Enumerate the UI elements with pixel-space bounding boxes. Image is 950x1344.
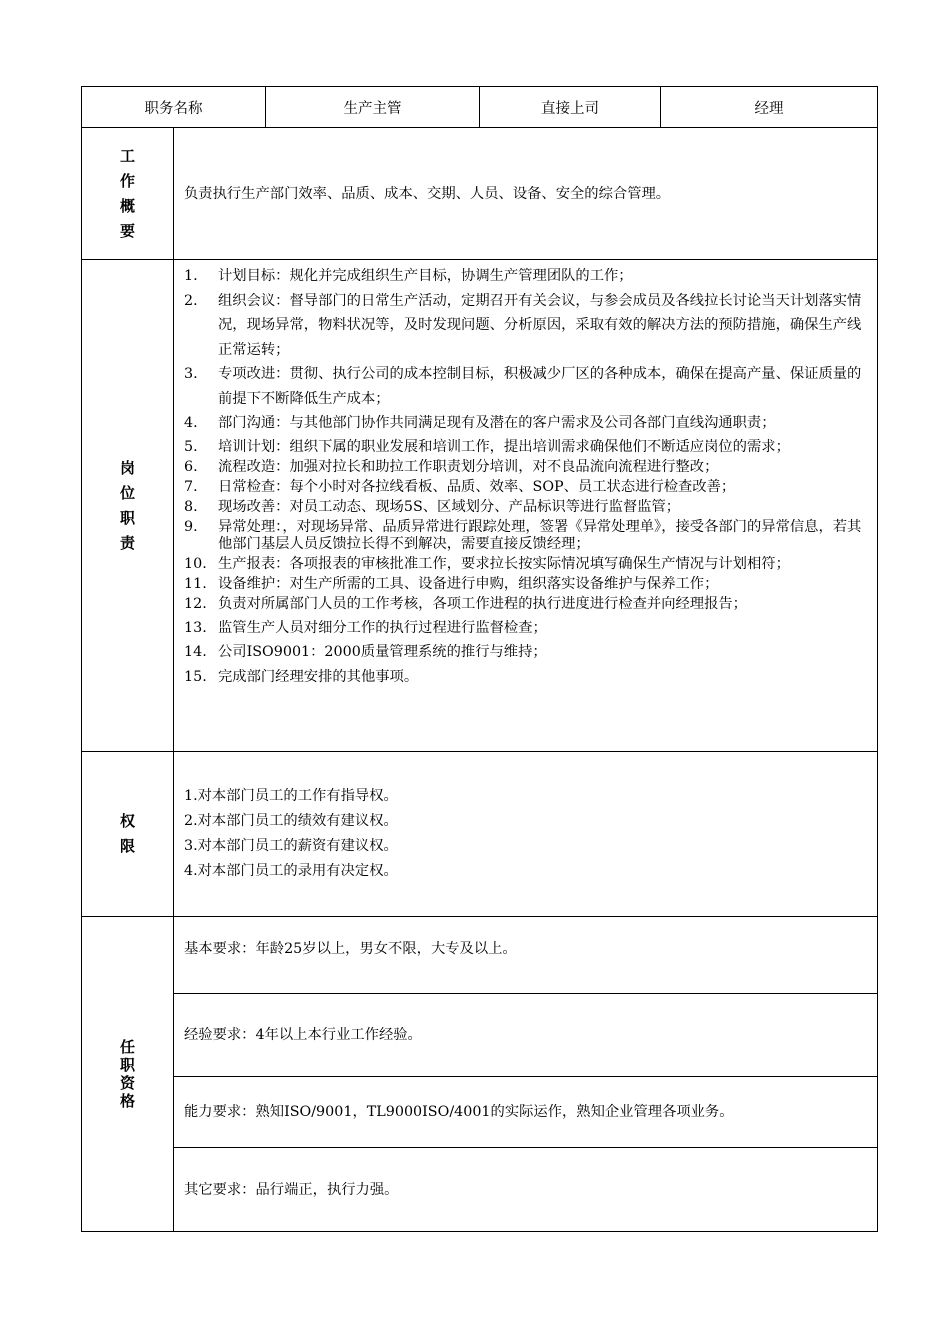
job-description-document (81, 86, 877, 1211)
supervisor-value: 经理 (661, 87, 878, 128)
summary-label: 工 作 概 要 (82, 128, 174, 260)
duties-label: 岗 位 职 责 (82, 260, 174, 752)
summary-row (82, 128, 878, 260)
qualification-ability: 能力要求：熟知ISO/9001，TL9000ISO/4001的实际运作，熟知企业管理各项业务。 (174, 1077, 878, 1148)
duty-item: 3. 专项改进：贯彻、执行公司的成本控制目标，积极减少厂区的各种成本，确保在提高产量、保证质量的前提下不断降低生产成本； (184, 366, 862, 407)
authority-item: 1.对本部门员工的工作有指导权。 (184, 788, 398, 804)
duty-item: 13. 监管生产人员对细分工作的执行过程进行监督检查； (184, 619, 547, 636)
duty-item: 8. 现场改善：对员工动态、现场5S、区域划分、产品标识等进行监督监管； (184, 498, 681, 515)
authority-content (174, 752, 878, 917)
duty-item: 14. 公司ISO9001：2000质量管理系统的推行与维持； (184, 644, 547, 660)
duty-item: 2. 组织会议：督导部门的日常生产活动，定期召开有关会议，与参会成员及各线拉长讨论当天计划落实情况，现场异常，物料状况等，及时发现问题、分析原因，采取有效的解决方法的预防措施，确保生产线正常运转； (184, 292, 862, 358)
duties-row (82, 260, 878, 752)
authority-item: 4.对本部门员工的录用有决定权。 (184, 863, 398, 879)
duty-item: 5. 培训计划：组织下属的职业发展和培训工作，提出培训需求确保他们不断适应岗位的需求； (184, 438, 790, 455)
duty-item: 1. 计划目标：规化并完成组织生产目标，协调生产管理团队的工作； (184, 268, 633, 284)
duty-item: 4. 部门沟通：与其他部门协作共同满足现有及潜在的客户需求及公司各部门直线沟通职责； (184, 415, 776, 431)
authority-item: 3.对本部门员工的薪资有建议权。 (184, 838, 398, 854)
duty-item: 15. 完成部门经理安排的其他事项。 (184, 668, 419, 685)
header-row (82, 87, 878, 128)
duties-list (184, 260, 863, 691)
qualification-experience-row (82, 994, 878, 1077)
summary-text: 负责执行生产部门效率、品质、成本、交期、人员、设备、安全的综合管理。 (174, 128, 878, 260)
authority-item: 2.对本部门员工的绩效有建议权。 (184, 813, 398, 829)
qualifications-label: 任 职 资 格 (82, 917, 174, 1232)
job-description-table (81, 86, 878, 1232)
job-title-value: 生产主管 (266, 87, 480, 128)
duty-item: 6. 流程改造：加强对拉长和助拉工作职责划分培训，对不良品流向流程进行整改； (184, 458, 719, 475)
supervisor-label: 直接上司 (480, 87, 661, 128)
duty-item: 12. 负责对所属部门人员的工作考核，各项工作进程的执行进度进行检查并向经理报告； (184, 595, 747, 612)
authority-row (82, 752, 878, 917)
qualification-experience: 经验要求：4年以上本行业工作经验。 (174, 994, 878, 1077)
authority-label: 权 限 (82, 752, 174, 917)
qualification-basic-row (82, 917, 878, 994)
duty-item: 11. 设备维护：对生产所需的工具、设备进行申购，组织落实设备维护与保养工作； (184, 575, 719, 592)
duties-content (174, 260, 878, 752)
qualification-ability-row (82, 1077, 878, 1148)
authority-list (184, 784, 863, 884)
duty-item: 10. 生产报表：各项报表的审核批准工作，要求拉长按实际情况填写确保生产情况与计划相符； (184, 555, 790, 572)
qualification-other: 其它要求：品行端正，执行力强。 (174, 1148, 878, 1232)
job-title-label: 职务名称 (82, 87, 266, 128)
qualification-basic: 基本要求：年龄25岁以上，男女不限，大专及以上。 (174, 917, 878, 994)
qualification-other-row (82, 1148, 878, 1232)
duty-item: 9. 异常处理：，对现场异常、品质异常进行跟踪处理，签署《异常处理单》，接受各部门的异常信息，若其他部门基层人员反馈拉长得不到解决，需要直接反馈经理； (184, 518, 862, 552)
duty-item: 7. 日常检查：每个小时对各拉线看板、品质、效率、SOP、员工状态进行检查改善； (184, 478, 736, 495)
